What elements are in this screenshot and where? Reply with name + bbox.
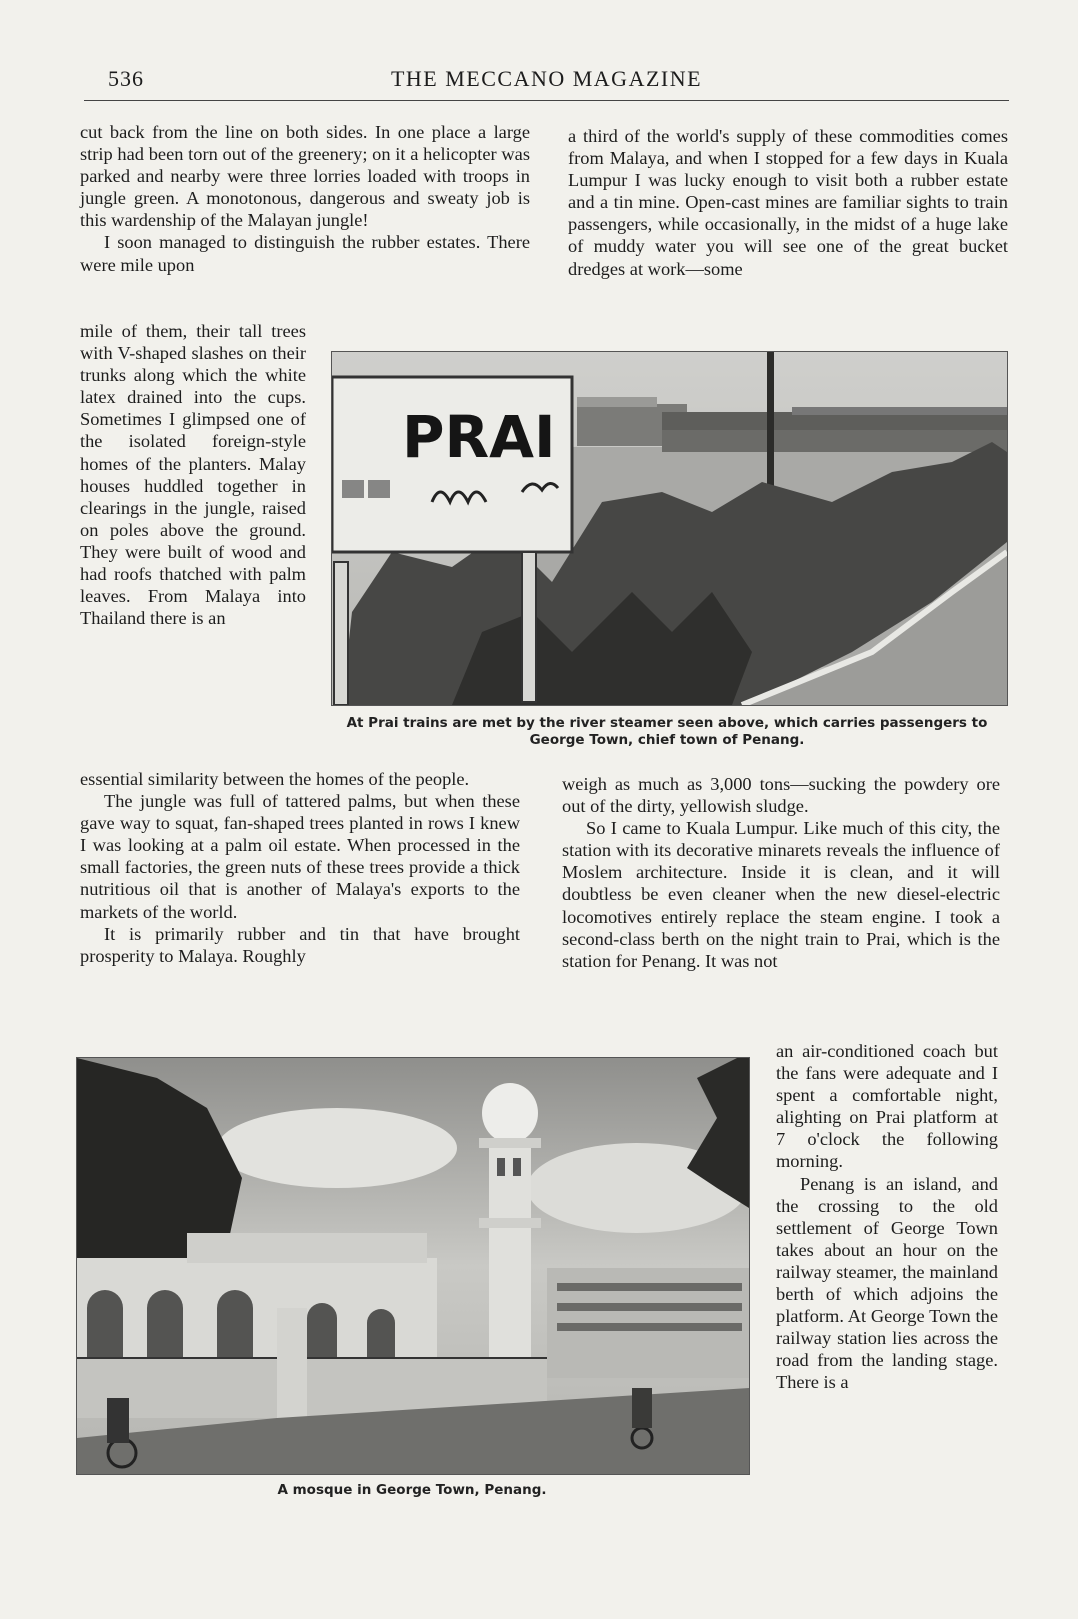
paragraph: weigh as much as 3,000 tons—sucking the powdery ore out of the dirty, yellowish sludge.: [562, 774, 1000, 817]
right-column-top: [568, 125, 1008, 280]
magazine-title: THE MECCANO MAGAZINE: [390, 66, 703, 91]
mosque-photo-illustration: [77, 1058, 749, 1474]
paragraph: mile of them, their tall trees with V-shaped slashes on their trunks along which the white latex drained into the cups. Sometimes I glimpsed one of the isolated foreign-style homes of the planters. Malay houses huddled together in clearings in the jungle, raised on poles above the ground. They were built of wood and had roofs thatched with palm leaves. From Malaya into Thailand there is an: [80, 321, 306, 629]
left-column-top: [80, 121, 530, 276]
caption-top-photo: At Prai trains are met by the river steamer seen above, which carries passengers to George Town, chief town of Penang.: [346, 715, 988, 748]
narrow-column-right: [776, 1040, 998, 1394]
paragraph: The jungle was full of tattered palms, but when these gave way to squat, fan-shaped trees planted in rows I knew I was looking at a palm oil estate. When processed in the small factories, the green nuts of these trees provide a thick nutritious oil that is another of Malaya's exports to the markets of the world.: [80, 791, 520, 922]
paragraph: So I came to Kuala Lumpur. Like much of this city, the station with its decorative minarets reveals the influence of Moslem architecture. Inside it is clean, and it will doubtless be even cleaner when the new diesel-electric locomotives entirely replace the steam engine. I took a second-class berth on the night train to Prai, which is the station for Penang. It was not: [562, 818, 1000, 971]
paragraph: Penang is an island, and the crossing to the old settlement of George Town takes about an hour on the railway steamer, the mainland berth of which adjoins the platform. At George Town the railway station lies across the road from the landing stage. There is a: [776, 1173, 998, 1393]
paragraph: essential similarity between the homes of the people.: [80, 769, 470, 789]
paragraph: cut back from the line on both sides. In one place a large strip had been torn out of the greenery; on it a helicopter was parked and nearby were three lorries loaded with troops in jungle green. A monotonous, dangerous and sweaty job is this wardenship of the Malayan jungle!: [80, 122, 530, 231]
caption-bottom-photo: A mosque in George Town, Penang.: [277, 1482, 547, 1498]
photo-prai-station: [331, 351, 1008, 706]
narrow-column-left: [80, 320, 306, 629]
right-column-middle: [562, 773, 1000, 972]
sign-text: PRAI: [402, 403, 556, 471]
left-column-bottom: [80, 768, 520, 967]
paragraph: I soon managed to distinguish the rubber estates. There were mile upon: [80, 232, 530, 275]
paragraph: a third of the world's supply of these commodities comes from Malaya, and when I stopped for a few days in Kuala Lumpur I was lucky enough to visit both a rubber estate and a tin mine. Open-cast mines are familiar sights to train passengers, while occasionally, in the midst of a huge lake of muddy water you will see one of the great bucket dredges at work—some: [568, 126, 1008, 279]
paragraph: an air-conditioned coach but the fans were adequate and I spent a comfortable night, alighting on Prai platform at 7 o'clock the following morning.: [776, 1041, 998, 1172]
page-header: [84, 60, 1009, 101]
prai-photo-illustration: [332, 352, 1007, 705]
page-number: 536: [108, 66, 144, 91]
photo-mosque: [76, 1057, 750, 1475]
paragraph: It is primarily rubber and tin that have brought prosperity to Malaya. Roughly: [80, 923, 520, 966]
